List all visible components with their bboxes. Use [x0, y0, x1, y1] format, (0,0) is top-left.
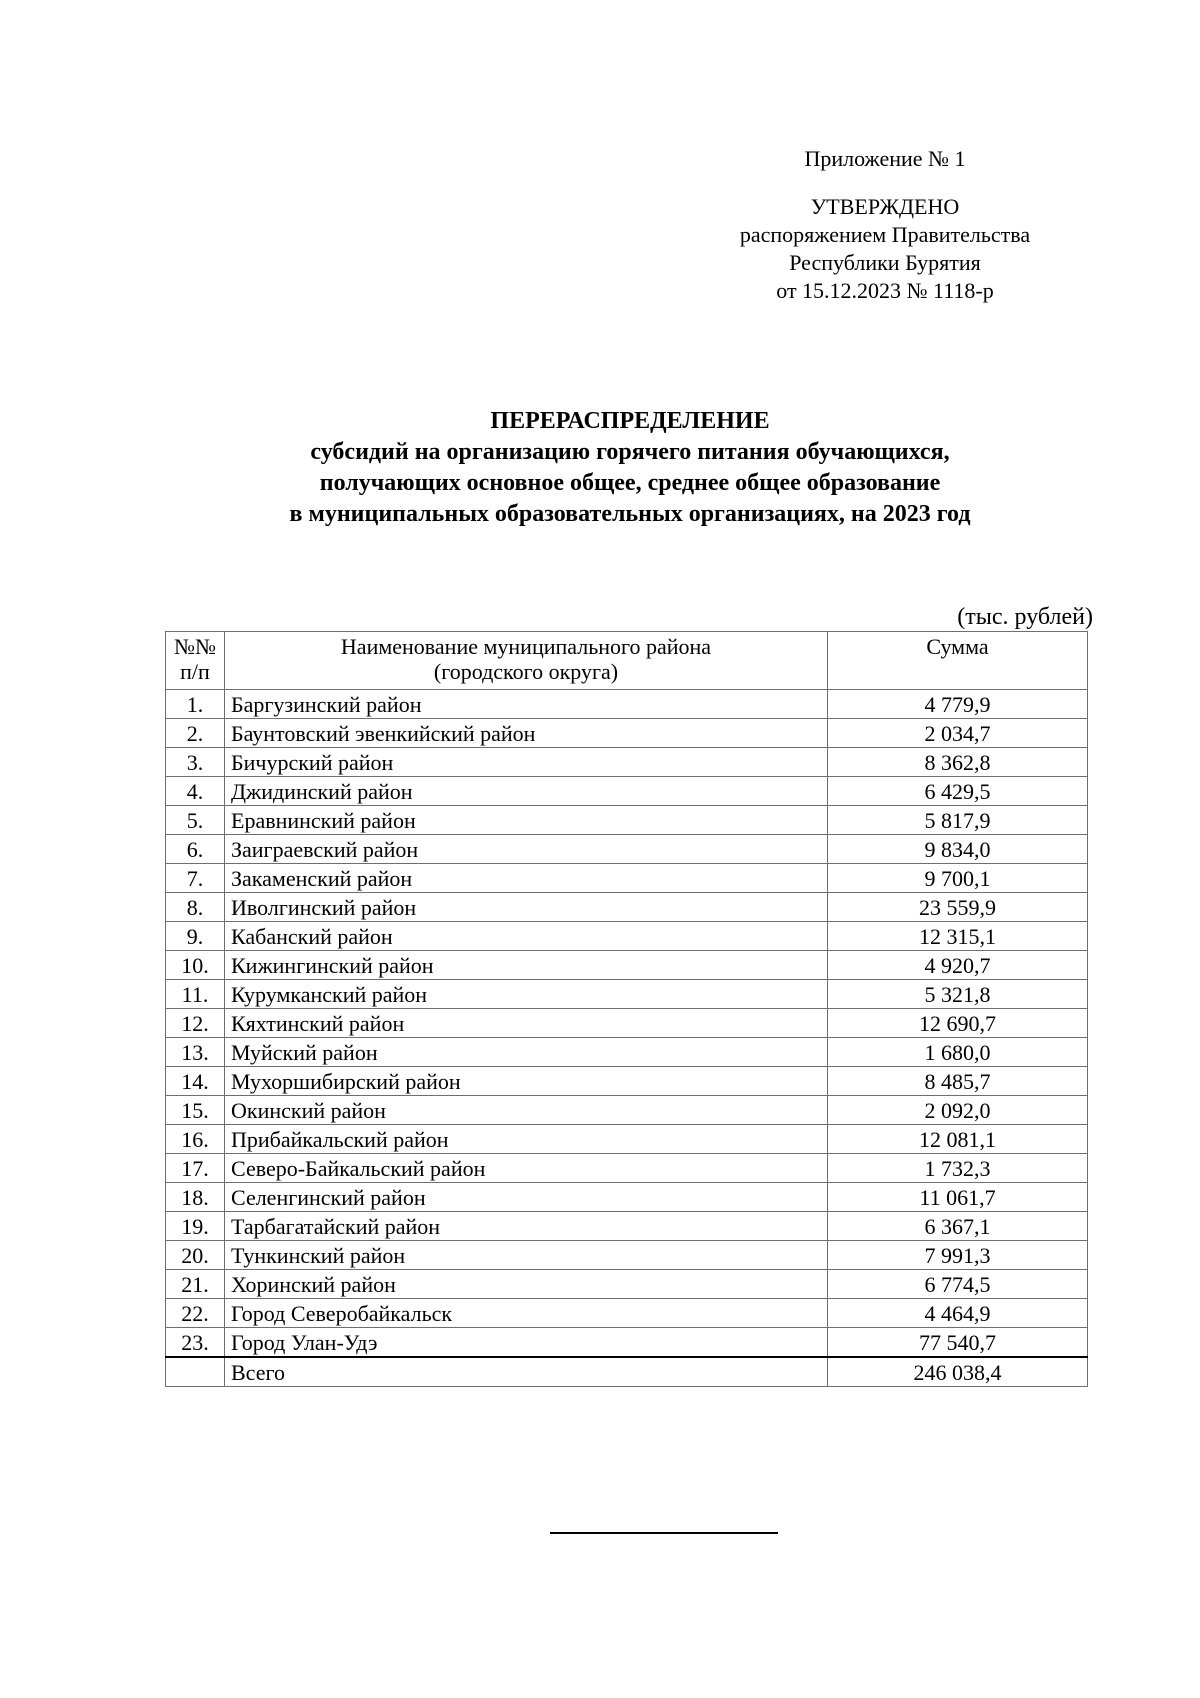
- row-number-cell: 11.: [166, 980, 225, 1009]
- total-amount-cell: 246 038,4: [828, 1357, 1088, 1387]
- row-number-cell: 22.: [166, 1299, 225, 1328]
- row-number-cell: 18.: [166, 1183, 225, 1212]
- approval-line-2: Республики Бурятия: [789, 250, 981, 275]
- row-number-cell: 10.: [166, 951, 225, 980]
- district-name-cell: Баунтовский эвенкийский район: [225, 719, 828, 748]
- amount-cell: 2 034,7: [828, 719, 1088, 748]
- table-row: [166, 1038, 1088, 1067]
- row-number-cell: 21.: [166, 1270, 225, 1299]
- amount-cell: 9 834,0: [828, 835, 1088, 864]
- approved-label: УТВЕРЖДЕНО: [810, 194, 960, 219]
- amount-cell: 6 429,5: [828, 777, 1088, 806]
- row-number-cell: 6.: [166, 835, 225, 864]
- amount-cell: 4 779,9: [828, 690, 1088, 719]
- table-row: [166, 1241, 1088, 1270]
- row-number-cell: 4.: [166, 777, 225, 806]
- title-main: ПЕРЕРАСПРЕДЕЛЕНИЕ: [490, 408, 770, 434]
- amount-cell: 7 991,3: [828, 1241, 1088, 1270]
- table-row: [166, 922, 1088, 951]
- table-row: [166, 777, 1088, 806]
- amount-cell: 11 061,7: [828, 1183, 1088, 1212]
- row-number-cell: 13.: [166, 1038, 225, 1067]
- district-name-cell: Северо-Байкальский район: [225, 1154, 828, 1183]
- district-name-cell: Мухоршибирский район: [225, 1067, 828, 1096]
- row-number-cell: 3.: [166, 748, 225, 777]
- title-line-2: получающих основное общее, среднее общее образование: [319, 470, 941, 496]
- approval-date: от 15.12.2023 № 1118-р: [776, 278, 994, 303]
- table-row: [166, 835, 1088, 864]
- amount-cell: 6 367,1: [828, 1212, 1088, 1241]
- table-row: [166, 690, 1088, 719]
- table-body: [166, 632, 1088, 1387]
- table-row: [166, 1183, 1088, 1212]
- amount-cell: 5 817,9: [828, 806, 1088, 835]
- units-label: (тыс. рублей): [957, 604, 1093, 630]
- table-row: [166, 1096, 1088, 1125]
- amount-cell: 12 690,7: [828, 1009, 1088, 1038]
- table-row: [166, 864, 1088, 893]
- row-number-cell: 16.: [166, 1125, 225, 1154]
- row-number-cell: 7.: [166, 864, 225, 893]
- amount-cell: 9 700,1: [828, 864, 1088, 893]
- table-row: [166, 806, 1088, 835]
- row-number-cell: 1.: [166, 690, 225, 719]
- amount-cell: 12 315,1: [828, 922, 1088, 951]
- total-row: [166, 1357, 1088, 1387]
- row-number-cell: 2.: [166, 719, 225, 748]
- header-num-cell: [166, 632, 225, 690]
- table-row: [166, 719, 1088, 748]
- amount-cell: 77 540,7: [828, 1328, 1088, 1358]
- table-row: [166, 1212, 1088, 1241]
- amount-cell: 1 680,0: [828, 1038, 1088, 1067]
- amount-cell: 1 732,3: [828, 1154, 1088, 1183]
- table-row: [166, 1009, 1088, 1038]
- table-header-row: [166, 632, 1088, 690]
- amount-cell: 8 485,7: [828, 1067, 1088, 1096]
- amount-cell: 4 464,9: [828, 1299, 1088, 1328]
- approval-line-1: распоряжением Правительства: [739, 222, 1031, 247]
- amount-cell: 6 774,5: [828, 1270, 1088, 1299]
- row-number-cell: 19.: [166, 1212, 225, 1241]
- district-name-cell: Хоринский район: [225, 1270, 828, 1299]
- district-name-cell: Муйский район: [225, 1038, 828, 1067]
- total-empty-cell: [166, 1357, 225, 1387]
- district-name-cell: Окинский район: [225, 1096, 828, 1125]
- document-title: [150, 406, 1110, 530]
- title-line-1: субсидий на организацию горячего питания обучающихся,: [310, 439, 950, 465]
- appendix-number: Приложение № 1: [804, 146, 966, 171]
- district-name-cell: Заиграевский район: [225, 835, 828, 864]
- table-row: [166, 1270, 1088, 1299]
- amount-cell: 5 321,8: [828, 980, 1088, 1009]
- district-name-cell: Кяхтинский район: [225, 1009, 828, 1038]
- district-name-cell: Кабанский район: [225, 922, 828, 951]
- row-number-cell: 14.: [166, 1067, 225, 1096]
- district-name-cell: Город Улан-Удэ: [225, 1328, 828, 1358]
- district-name-cell: Тункинский район: [225, 1241, 828, 1270]
- appendix-header: [700, 145, 1070, 305]
- district-name-cell: Джидинский район: [225, 777, 828, 806]
- row-number-cell: 23.: [166, 1328, 225, 1358]
- header-name-line-2: (городского округа): [433, 659, 619, 684]
- amount-cell: 2 092,0: [828, 1096, 1088, 1125]
- total-label-cell: Всего: [225, 1357, 828, 1387]
- district-name-cell: Баргузинский район: [225, 690, 828, 719]
- district-name-cell: Тарбагатайский район: [225, 1212, 828, 1241]
- table-row: [166, 1154, 1088, 1183]
- row-number-cell: 17.: [166, 1154, 225, 1183]
- row-number-cell: 12.: [166, 1009, 225, 1038]
- district-name-cell: Прибайкальский район: [225, 1125, 828, 1154]
- row-number-cell: 5.: [166, 806, 225, 835]
- district-name-cell: Селенгинский район: [225, 1183, 828, 1212]
- header-sum-cell: Сумма: [828, 632, 1088, 690]
- footer-divider: [550, 1532, 778, 1534]
- table-row: [166, 951, 1088, 980]
- district-name-cell: Город Северобайкальск: [225, 1299, 828, 1328]
- table-row: [166, 748, 1088, 777]
- district-name-cell: Иволгинский район: [225, 893, 828, 922]
- amount-cell: 4 920,7: [828, 951, 1088, 980]
- header-name-line-1: Наименование муниципального района: [340, 634, 712, 659]
- table-row: [166, 893, 1088, 922]
- header-num-line-1: №№: [174, 634, 216, 659]
- header-name-cell: [225, 632, 828, 690]
- amount-cell: 23 559,9: [828, 893, 1088, 922]
- table-row: [166, 1328, 1088, 1358]
- spacer: [700, 173, 1070, 193]
- row-number-cell: 20.: [166, 1241, 225, 1270]
- amount-cell: 12 081,1: [828, 1125, 1088, 1154]
- district-name-cell: Еравнинский район: [225, 806, 828, 835]
- district-name-cell: Кижингинский район: [225, 951, 828, 980]
- table-row: [166, 1067, 1088, 1096]
- row-number-cell: 15.: [166, 1096, 225, 1125]
- row-number-cell: 9.: [166, 922, 225, 951]
- table-row: [166, 980, 1088, 1009]
- row-number-cell: 8.: [166, 893, 225, 922]
- table-row: [166, 1299, 1088, 1328]
- amount-cell: 8 362,8: [828, 748, 1088, 777]
- district-name-cell: Бичурский район: [225, 748, 828, 777]
- subsidy-table: [165, 631, 1088, 1387]
- district-name-cell: Курумканский район: [225, 980, 828, 1009]
- table-row: [166, 1125, 1088, 1154]
- district-name-cell: Закаменский район: [225, 864, 828, 893]
- title-line-3: в муниципальных образовательных организациях, на 2023 год: [289, 501, 971, 527]
- header-num-line-2: п/п: [180, 659, 210, 684]
